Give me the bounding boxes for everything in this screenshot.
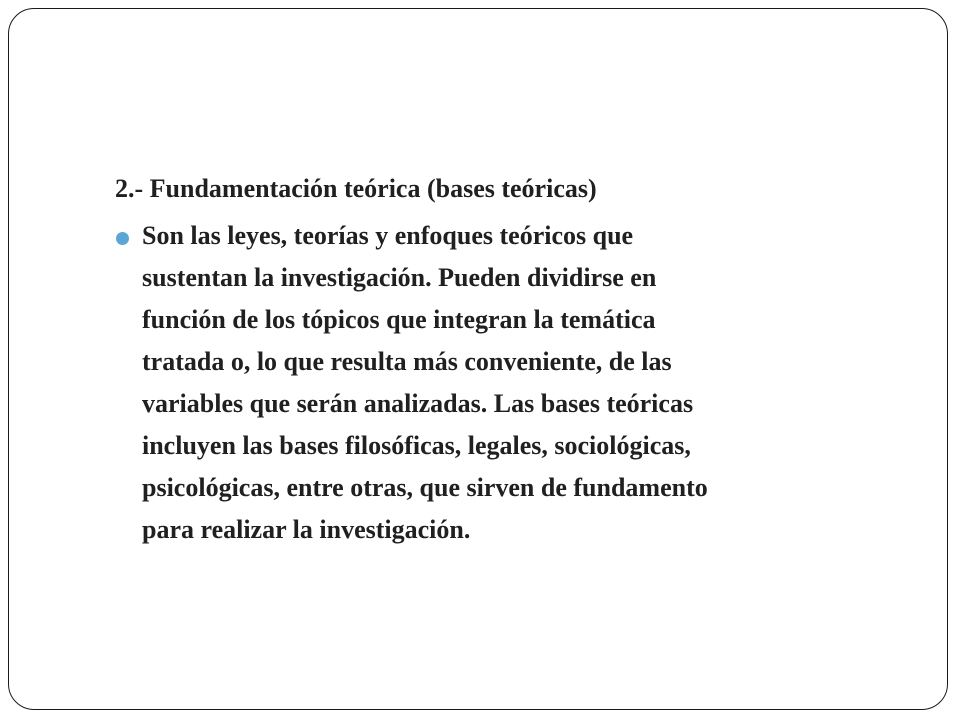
bullet-dot-icon [116,232,129,245]
bullet-text [142,215,925,551]
bullet-line: Son las leyes, teorías y enfoques teóricos que [142,221,634,250]
bullet-line: sustentan la investigación. Pueden dividirse en [142,263,657,292]
bullet-line: tratada o, lo que resulta más conveniente, de las [142,347,672,376]
slide-heading: 2.- Fundamentación teórica (bases teóricas) [115,174,597,203]
slide-frame [8,8,948,710]
bullet-line: psicológicas, entre otras, que sirven de fundamento [142,473,708,502]
slide-body [115,169,925,551]
bullet-line: función de los tópicos que integran la temática [142,305,656,334]
bullet-line: variables que serán analizadas. Las bases teóricas [142,389,694,418]
bullet-line: incluyen las bases filosóficas, legales, sociológicas, [142,431,691,460]
bullet-line: para realizar la investigación. [142,515,471,544]
bullet-item [115,215,925,551]
